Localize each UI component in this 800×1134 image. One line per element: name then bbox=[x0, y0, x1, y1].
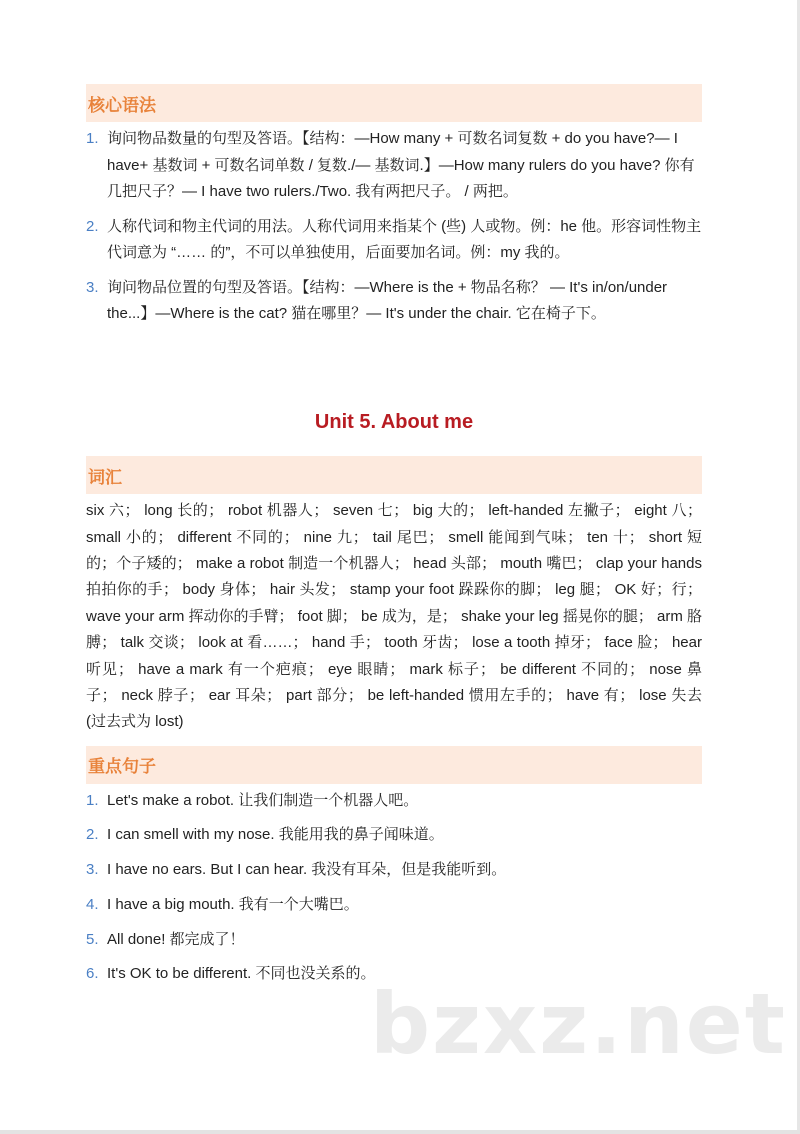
list-item-text: All done! 都完成了！ bbox=[107, 930, 245, 948]
section-heading-sentences bbox=[86, 746, 702, 784]
unit-title: Unit 5. About me bbox=[314, 410, 474, 433]
list-item bbox=[86, 857, 702, 884]
sentences-section bbox=[86, 746, 702, 988]
grammar-list bbox=[86, 126, 702, 328]
sentences-list bbox=[86, 788, 702, 988]
list-item bbox=[86, 275, 702, 328]
vocab-paragraph: six 六； long 长的； robot 机器人； seven 七； big 大的； left-handed 左撇子； eight 八； small 小的； different 不同的； nine 九； tail 尾巴； smell 能闻到气味； ten 十； short 短的；个子矮的； make a robot 制造一个机器人； head 头部； mouth 嘴巴； clap your hands 拍拍你的手； body 身体； hair 头发； stamp your foot 跺跺你的脚； leg 腿； OK 好；行； wave your arm 挥动你的手臂； foot 脚； be 成为，是； shake your leg 摇晃你的腿； arm 胳膊； talk 交谈； look at 看……； hand 手； tooth 牙齿； lose a tooth 掉牙； face 脸； hear 听见； have a mark 有一个疤痕； eye 眼睛； mark 标子； be different 不同的； nose 鼻子； neck 脖子； ear 耳朵； part 部分； be left-handed 惯用左手的； have 有； lose 失去 (过去式为 lost) bbox=[86, 502, 702, 731]
section-heading-vocab bbox=[86, 456, 702, 494]
list-number: 6. bbox=[86, 965, 99, 983]
list-item-text: It's OK to be different. 不同也没关系的。 bbox=[107, 965, 376, 983]
list-item-text: 询问物品数量的句型及答语。【结构：—How many + 可数名词复数 + do you have?— I have+ 基数词 + 可数名词单数 / 复数./— 基数词.】—How many rulers do you have? 你有几把尺子？— I have two rulers./Two. 我有两把尺子。 / 两把。 bbox=[107, 130, 695, 200]
section-heading-label: 词汇 bbox=[88, 467, 122, 487]
list-number: 5. bbox=[86, 930, 99, 948]
document-page bbox=[86, 84, 702, 988]
section-heading-grammar bbox=[86, 84, 702, 122]
list-item bbox=[86, 214, 702, 267]
list-item-text: 询问物品位置的句型及答语。【结构：—Where is the + 物品名称？ — It's in/on/under the...】—Where is the cat? 猫在哪里？— It's under the chair. 它在椅子下。 bbox=[107, 278, 668, 322]
list-item bbox=[86, 892, 702, 919]
list-number: 2. bbox=[86, 217, 99, 235]
vocab-section bbox=[86, 456, 702, 736]
watermark: bzxz.net bbox=[370, 975, 787, 1073]
section-heading-label: 重点句子 bbox=[88, 757, 156, 777]
list-number: 2. bbox=[86, 826, 99, 844]
page-edge-bottom bbox=[0, 1130, 800, 1134]
list-number: 1. bbox=[86, 130, 99, 147]
list-item-text: I have a big mouth. 我有一个大嘴巴。 bbox=[107, 895, 359, 913]
list-item bbox=[86, 961, 702, 988]
section-heading-label: 核心语法 bbox=[88, 95, 156, 115]
list-item-text: I have no ears. But I can hear. 我没有耳朵，但是我能听到。 bbox=[107, 861, 507, 879]
list-number: 4. bbox=[86, 895, 99, 913]
list-item bbox=[86, 822, 702, 849]
list-item-text: Let's make a robot. 让我们制造一个机器人吧。 bbox=[107, 791, 419, 809]
list-number: 3. bbox=[86, 278, 99, 296]
list-number: 1. bbox=[86, 791, 99, 809]
list-number: 3. bbox=[86, 861, 99, 879]
grammar-section bbox=[86, 84, 702, 328]
list-item bbox=[86, 126, 702, 206]
list-item-text: I can smell with my nose. 我能用我的鼻子闻味道。 bbox=[107, 826, 444, 844]
list-item-text: 人称代词和物主代词的用法。人称代词用来指某个 (些) 人或物。例：he 他。形容词性物主代词意为 “…… 的”，不可以单独使用，后面要加名词。例：my 我的。 bbox=[107, 217, 702, 261]
list-item bbox=[86, 788, 702, 815]
list-item bbox=[86, 927, 702, 954]
